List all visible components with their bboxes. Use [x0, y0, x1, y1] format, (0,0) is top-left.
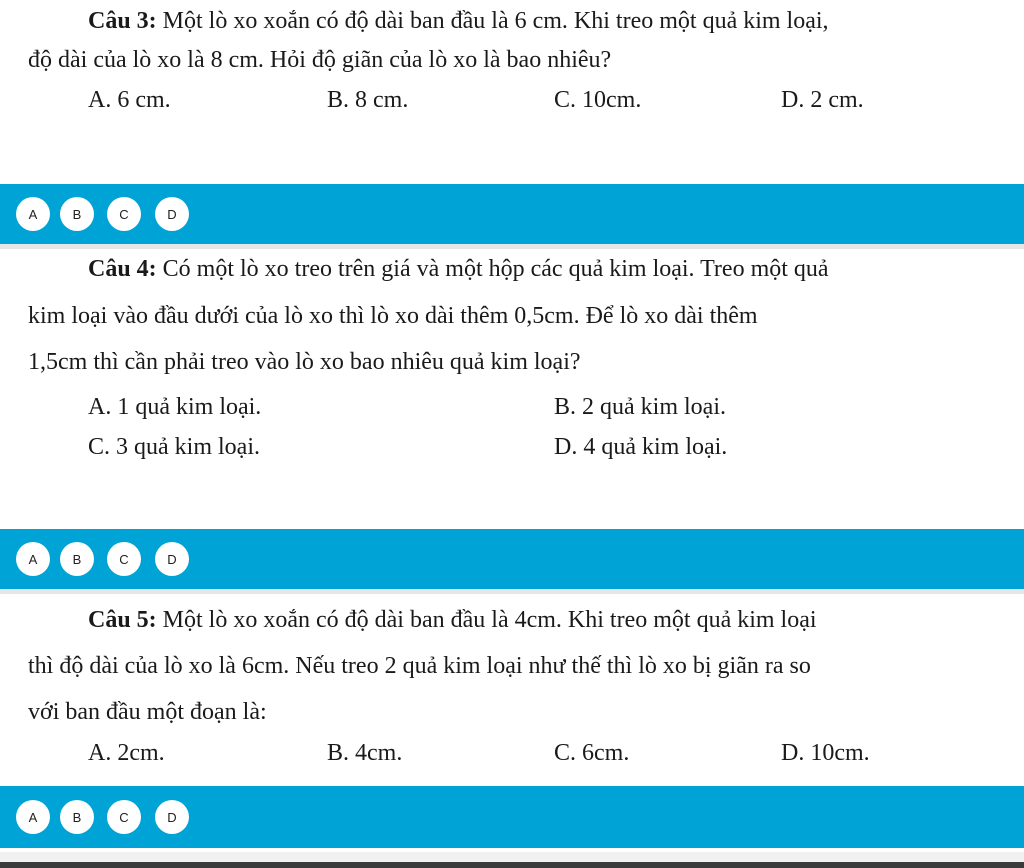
question-3-option-c: C. 10cm.: [554, 87, 642, 113]
question-4-text-1: Có một lò xo treo trên giá và một hộp các quả kim loại. Treo một quả: [156, 256, 829, 282]
question-5-line-2: thì độ dài của lò xo là 6cm. Nếu treo 2 quả kim loại như thế thì lò xo bị giãn ra so: [28, 653, 811, 679]
answer-button-b[interactable]: B: [60, 197, 94, 231]
question-3-option-a: A. 6 cm.: [88, 87, 171, 113]
answer-bar-divider: [0, 589, 1024, 594]
question-5-option-d: D. 10cm.: [781, 740, 870, 766]
question-5-text-1: Một lò xo xoắn có độ dài ban đầu là 4cm. Khi treo một quả kim loại: [156, 607, 817, 633]
answer-button-d[interactable]: D: [155, 197, 189, 231]
page-bottom-line: [0, 862, 1024, 868]
answer-bar-divider: [0, 244, 1024, 249]
answer-button-b[interactable]: B: [60, 542, 94, 576]
question-5-option-c: C. 6cm.: [554, 740, 630, 766]
answer-bar-question-5: [0, 786, 1024, 848]
question-4-line-2: kim loại vào đầu dưới của lò xo thì lò xo dài thêm 0,5cm. Để lò xo dài thêm: [28, 303, 758, 329]
answer-button-a[interactable]: A: [16, 800, 50, 834]
answer-bar-question-4: [0, 529, 1024, 589]
answer-bar-question-3: [0, 184, 1024, 244]
question-4-line-1: [88, 254, 1024, 284]
question-4-label: Câu 4:: [88, 256, 157, 282]
question-4-option-c: C. 3 quả kim loại.: [88, 434, 260, 460]
question-3-label: Câu 3:: [88, 8, 157, 34]
answer-button-a[interactable]: A: [16, 542, 50, 576]
question-3-option-b: B. 8 cm.: [327, 87, 409, 113]
question-4-line-3: 1,5cm thì cần phải treo vào lò xo bao nhiêu quả kim loại?: [28, 349, 581, 375]
question-4-option-a: A. 1 quả kim loại.: [88, 394, 262, 420]
question-5-line-3: với ban đầu một đoạn là:: [28, 699, 267, 725]
answer-button-c[interactable]: C: [107, 197, 141, 231]
question-5-label: Câu 5:: [88, 607, 157, 633]
question-4-option-b: B. 2 quả kim loại.: [554, 394, 726, 420]
answer-button-c[interactable]: C: [107, 542, 141, 576]
question-3-option-d: D. 2 cm.: [781, 87, 864, 113]
question-5-option-b: B. 4cm.: [327, 740, 403, 766]
question-5-line-1: [88, 605, 817, 635]
question-4-option-d: D. 4 quả kim loại.: [554, 434, 728, 460]
answer-button-d[interactable]: D: [155, 542, 189, 576]
answer-button-c[interactable]: C: [107, 800, 141, 834]
question-3-line-2: độ dài của lò xo là 8 cm. Hỏi độ giãn của lò xo là bao nhiêu?: [28, 47, 612, 73]
answer-button-d[interactable]: D: [155, 800, 189, 834]
question-3-text-1: Một lò xo xoắn có độ dài ban đầu là 6 cm. Khi treo một quả kim loại,: [156, 8, 829, 34]
question-5-option-a: A. 2cm.: [88, 740, 165, 766]
answer-button-b[interactable]: B: [60, 800, 94, 834]
question-3-line-1: [88, 6, 829, 36]
answer-button-a[interactable]: A: [16, 197, 50, 231]
